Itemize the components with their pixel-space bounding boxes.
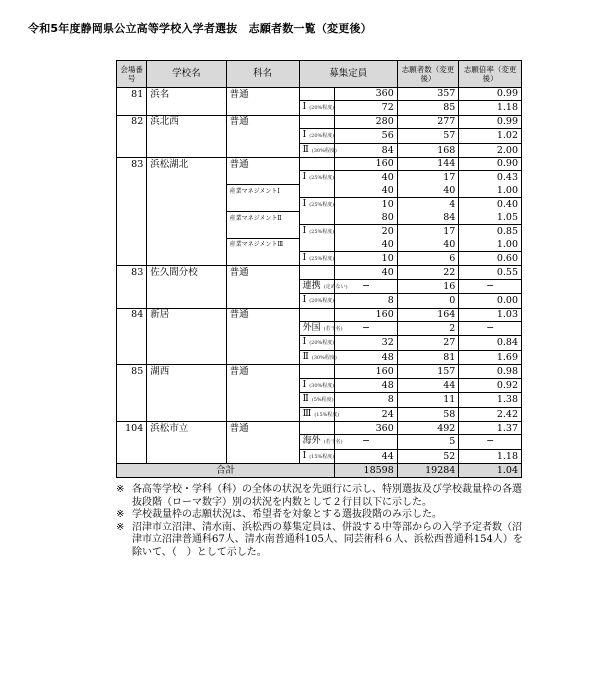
footnote [116, 522, 526, 560]
ratio-cell: ─ [459, 279, 522, 294]
applicants-cell: 40 [397, 185, 459, 198]
venue-cell [117, 321, 147, 336]
venue-cell [117, 224, 147, 238]
stage-label: Ⅱ [302, 394, 309, 405]
stage-ratio-note: (若干名) [323, 439, 343, 446]
venue-cell [117, 143, 147, 158]
stage-cell [299, 422, 334, 435]
applicants-cell: 17 [397, 171, 459, 185]
school-cell [147, 101, 226, 116]
stage-label: Ⅰ [302, 102, 307, 113]
stage-cell [299, 143, 337, 158]
applicants-table [116, 60, 522, 478]
stage-cell [299, 308, 334, 321]
stage-cell [299, 198, 334, 212]
applicants-cell: 277 [397, 115, 459, 128]
school-cell [147, 279, 226, 294]
applicants-cell: 492 [397, 422, 459, 435]
stage-ratio-note: (30%程度) [309, 382, 335, 389]
table-row [117, 407, 522, 422]
stage-ratio-note: (定めない) [323, 283, 348, 290]
stage-ratio-note: (30%程度) [311, 354, 337, 361]
quota-cell: 280 [335, 115, 398, 128]
school-cell [147, 198, 226, 212]
course-cell [226, 435, 299, 450]
school-cell [147, 393, 226, 408]
stage-cell [299, 185, 334, 198]
total-quota: 18598 [335, 464, 398, 477]
ratio-cell: 0.55 [459, 266, 522, 279]
ratio-cell: 1.37 [459, 422, 522, 435]
stage-label: Ⅰ [302, 337, 307, 348]
table-row [117, 321, 522, 336]
quota-cell: 84 [335, 143, 398, 158]
school-cell [147, 251, 226, 266]
table-row [117, 308, 522, 321]
quota-cell: 24 [335, 407, 398, 422]
stage-ratio-note: (20%程度) [309, 133, 335, 140]
course-cell: 普通 [226, 158, 299, 171]
school-cell: 浜松市立 [147, 422, 226, 435]
venue-cell [117, 185, 147, 198]
table-row [117, 101, 522, 116]
quota-cell: ─ [335, 321, 398, 336]
quota-cell: 160 [335, 158, 398, 171]
quota-cell: 40 [335, 185, 398, 198]
table-row [117, 171, 522, 185]
school-cell [147, 350, 226, 365]
school-cell [147, 294, 226, 309]
applicants-cell: 11 [397, 393, 459, 408]
table-row [117, 279, 522, 294]
course-cell [226, 294, 299, 309]
course-cell [226, 378, 299, 393]
stage-cell [299, 393, 334, 408]
table-row [117, 224, 522, 238]
applicants-cell: 5 [397, 435, 459, 450]
stage-cell [299, 435, 343, 450]
quota-cell: 360 [335, 422, 398, 435]
course-cell: 産業マネジメントⅢ [226, 238, 299, 251]
school-cell [147, 238, 226, 251]
course-cell [226, 279, 299, 294]
school-cell [147, 407, 226, 422]
table-row [117, 88, 522, 101]
ratio-cell: 1.00 [459, 238, 522, 251]
venue-cell: 81 [117, 88, 147, 101]
course-cell: 産業マネジメントⅠ [226, 185, 299, 198]
stage-ratio-note: (15%程度) [314, 411, 340, 418]
ratio-cell: 1.38 [459, 393, 522, 408]
course-cell [226, 198, 299, 212]
stage-label: Ⅱ [302, 351, 309, 362]
course-cell [226, 321, 299, 336]
table-row [117, 238, 522, 251]
table-row [117, 422, 522, 435]
table-row [117, 143, 522, 158]
quota-cell: 48 [335, 350, 398, 365]
page-title: 令和5年度静岡県公立高等学校入学者選抜 志願者数一覧（変更後） [28, 22, 372, 35]
course-cell: 普通 [226, 308, 299, 321]
school-cell [147, 449, 226, 464]
stage-cell [299, 238, 334, 251]
quota-cell: 360 [335, 88, 398, 101]
ratio-cell: 0.99 [459, 115, 522, 128]
applicants-cell: 85 [397, 101, 459, 116]
venue-cell: 85 [117, 365, 147, 378]
ratio-cell: 0.43 [459, 171, 522, 185]
ratio-cell: 2.00 [459, 143, 522, 158]
quota-cell: 20 [335, 224, 398, 238]
ratio-cell: 0.99 [459, 88, 522, 101]
table-row [117, 185, 522, 198]
school-cell [147, 143, 226, 158]
stage-ratio-note: (30%程度) [311, 147, 337, 154]
quota-cell: ─ [335, 279, 398, 294]
applicants-cell: 27 [397, 336, 459, 351]
footnote [116, 484, 526, 509]
course-cell: 普通 [226, 115, 299, 128]
quota-cell: 48 [335, 378, 398, 393]
stage-ratio-note: (若干名) [323, 325, 343, 332]
quota-cell: 40 [335, 238, 398, 251]
header-applicants: 志願者数（変更後） [397, 61, 459, 88]
stage-ratio-note: (25%程度) [309, 228, 335, 235]
ratio-cell: 1.05 [459, 212, 522, 225]
venue-cell [117, 238, 147, 251]
applicants-cell: 4 [397, 198, 459, 212]
table-row [117, 393, 522, 408]
school-cell: 新居 [147, 308, 226, 321]
header-venue: 会場番号 [117, 61, 147, 88]
stage-label: 海外 [302, 436, 321, 447]
course-cell [226, 449, 299, 464]
venue-cell [117, 171, 147, 185]
applicants-cell: 22 [397, 266, 459, 279]
school-cell [147, 185, 226, 198]
ratio-cell: 1.69 [459, 350, 522, 365]
course-cell: 普通 [226, 266, 299, 279]
ratio-cell: 1.02 [459, 129, 522, 144]
ratio-cell: 0.40 [459, 198, 522, 212]
quota-cell: 8 [335, 294, 398, 309]
applicants-cell: 6 [397, 251, 459, 266]
stage-cell [299, 224, 334, 238]
table-row [117, 449, 522, 464]
ratio-cell: ─ [459, 435, 522, 450]
quota-cell: 56 [335, 129, 398, 144]
table-header [117, 61, 522, 88]
course-cell [226, 393, 299, 408]
ratio-cell: 0.00 [459, 294, 522, 309]
school-cell [147, 212, 226, 225]
stage-cell [299, 336, 334, 351]
applicants-cell: 40 [397, 238, 459, 251]
stage-cell [299, 378, 334, 393]
school-cell: 浜名 [147, 88, 226, 101]
course-cell [226, 407, 299, 422]
quota-cell: 32 [335, 336, 398, 351]
header-ratio: 志願倍率（変更後） [459, 61, 522, 88]
stage-ratio-note: (25%程度) [309, 202, 335, 209]
stage-label: 連携 [302, 280, 321, 291]
applicants-cell: 357 [397, 88, 459, 101]
applicants-cell: 17 [397, 224, 459, 238]
footnote [116, 509, 526, 522]
footnote-text: 学校裁量枠の志願状況は、希望者を対象とする選抜段階のみ示した。 [132, 509, 442, 520]
stage-label: Ⅰ [302, 295, 307, 306]
stage-label: Ⅰ [302, 130, 307, 141]
quota-cell: 80 [335, 212, 398, 225]
school-cell [147, 435, 226, 450]
applicants-cell: 2 [397, 321, 459, 336]
course-cell [226, 336, 299, 351]
course-cell [226, 350, 299, 365]
table-row [117, 378, 522, 393]
stage-label: Ⅰ [302, 379, 307, 390]
stage-cell [299, 115, 334, 128]
applicants-cell: 144 [397, 158, 459, 171]
table-row [117, 336, 522, 351]
venue-cell [117, 407, 147, 422]
venue-cell [117, 129, 147, 144]
school-cell [147, 129, 226, 144]
ratio-cell: 0.84 [459, 336, 522, 351]
table-row [117, 212, 522, 225]
stage-ratio-note: (5%程度) [311, 397, 334, 404]
school-cell: 浜松湖北 [147, 158, 226, 171]
ratio-cell: 1.18 [459, 449, 522, 464]
venue-cell [117, 378, 147, 393]
table-row [117, 266, 522, 279]
stage-cell [299, 88, 334, 101]
applicants-cell: 0 [397, 294, 459, 309]
stage-label: 外国 [302, 322, 321, 333]
table-row [117, 350, 522, 365]
table-row [117, 435, 522, 450]
ratio-cell: 2.42 [459, 407, 522, 422]
ratio-cell: 1.03 [459, 308, 522, 321]
header-quota: 募集定員 [299, 61, 397, 88]
quota-cell: ─ [335, 435, 398, 450]
venue-cell [117, 279, 147, 294]
stage-cell [299, 129, 334, 144]
quota-cell: 10 [335, 198, 398, 212]
ratio-cell: 0.98 [459, 365, 522, 378]
venue-cell [117, 336, 147, 351]
course-cell [226, 101, 299, 116]
stage-ratio-note: (20%程度) [309, 105, 335, 112]
venue-cell: 83 [117, 158, 147, 171]
venue-cell: 83 [117, 266, 147, 279]
venue-cell [117, 350, 147, 365]
table-row [117, 158, 522, 171]
venue-cell [117, 294, 147, 309]
stage-ratio-note: (15%程度) [309, 453, 335, 460]
venue-cell [117, 251, 147, 266]
school-cell [147, 171, 226, 185]
stage-cell [299, 321, 343, 336]
stage-cell [299, 350, 337, 365]
stage-cell [299, 101, 334, 116]
ratio-cell: 0.90 [459, 158, 522, 171]
venue-cell [117, 101, 147, 116]
venue-cell [117, 212, 147, 225]
total-ratio: 1.04 [459, 464, 522, 477]
total-label: 合計 [117, 464, 335, 477]
applicants-cell: 164 [397, 308, 459, 321]
stage-label: Ⅰ [302, 172, 307, 183]
stage-cell [299, 171, 334, 185]
footnote-mark: ※ [116, 484, 125, 495]
quota-cell: 44 [335, 449, 398, 464]
quota-cell: 40 [335, 171, 398, 185]
header-school: 学校名 [147, 61, 226, 88]
stage-cell [299, 279, 348, 294]
footnotes [116, 484, 526, 559]
table-row [117, 365, 522, 378]
total-applicants: 19284 [397, 464, 459, 477]
quota-cell: 10 [335, 251, 398, 266]
applicants-cell: 16 [397, 279, 459, 294]
ratio-cell: 0.92 [459, 378, 522, 393]
course-cell [226, 171, 299, 185]
quota-cell: 160 [335, 365, 398, 378]
venue-cell [117, 449, 147, 464]
school-cell [147, 321, 226, 336]
applicants-cell: 52 [397, 449, 459, 464]
stage-ratio-note: (20%程度) [309, 298, 335, 305]
stage-label: Ⅰ [302, 225, 307, 236]
ratio-cell: 0.60 [459, 251, 522, 266]
ratio-cell: 0.85 [459, 224, 522, 238]
stage-ratio-note: (25%程度) [309, 255, 335, 262]
venue-cell [117, 435, 147, 450]
course-cell [226, 251, 299, 266]
applicants-cell: 84 [397, 212, 459, 225]
stage-label: Ⅱ [302, 144, 309, 155]
stage-cell [299, 158, 334, 171]
course-cell: 産業マネジメントⅡ [226, 212, 299, 225]
stage-label: Ⅰ [302, 252, 307, 263]
course-cell: 普通 [226, 422, 299, 435]
course-cell: 普通 [226, 365, 299, 378]
ratio-cell: 1.18 [459, 101, 522, 116]
table-row [117, 115, 522, 128]
header-course: 科名 [226, 61, 299, 88]
quota-cell: 40 [335, 266, 398, 279]
footnote-mark: ※ [116, 521, 125, 533]
applicants-cell: 57 [397, 129, 459, 144]
venue-cell: 82 [117, 115, 147, 128]
course-cell [226, 129, 299, 144]
stage-cell [299, 407, 340, 422]
course-cell [226, 143, 299, 158]
table-row [117, 294, 522, 309]
applicants-cell: 81 [397, 350, 459, 365]
footnote-mark: ※ [116, 509, 125, 520]
stage-cell [299, 365, 334, 378]
applicants-cell: 157 [397, 365, 459, 378]
school-cell [147, 224, 226, 238]
venue-cell [117, 393, 147, 408]
table-row [117, 129, 522, 144]
venue-cell: 104 [117, 422, 147, 435]
stage-cell [299, 294, 334, 309]
quota-cell: 160 [335, 308, 398, 321]
table-row [117, 198, 522, 212]
applicants-cell: 44 [397, 378, 459, 393]
footnote-text: 沼津市立沼津、清水南、浜松西の募集定員は、併設する中等部からの入学予定者数（沼津市立沼津普通科67人、清水南普通科105人、同芸術科６人、浜松西普通科154人）を除いて、（ ）として示した。 [132, 521, 523, 558]
footnote-text: 各高等学校・学科（科）の全体の状況を先頭行に示し、特別選抜及び学校裁量枠の各選抜段階（ローマ数字）別の状況を内数として２行目以下に示した。 [132, 484, 522, 508]
ratio-cell: ─ [459, 321, 522, 336]
school-cell [147, 336, 226, 351]
stage-ratio-note: (25%程度) [309, 175, 335, 182]
total-row [117, 464, 522, 477]
quota-cell: 72 [335, 101, 398, 116]
venue-cell: 84 [117, 308, 147, 321]
school-cell: 湖西 [147, 365, 226, 378]
stage-label: Ⅰ [302, 450, 307, 461]
quota-cell: 8 [335, 393, 398, 408]
course-cell [226, 224, 299, 238]
stage-ratio-note: (20%程度) [309, 340, 335, 347]
ratio-cell: 1.00 [459, 185, 522, 198]
table-row [117, 251, 522, 266]
stage-cell [299, 251, 334, 266]
stage-cell [299, 212, 334, 225]
course-cell: 普通 [226, 88, 299, 101]
stage-label: Ⅰ [302, 199, 307, 210]
stage-cell [299, 266, 334, 279]
school-cell: 佐久間分校 [147, 266, 226, 279]
applicants-cell: 58 [397, 407, 459, 422]
venue-cell [117, 198, 147, 212]
stage-label: Ⅲ [302, 408, 312, 419]
school-cell [147, 378, 226, 393]
school-cell: 浜北西 [147, 115, 226, 128]
stage-cell [299, 449, 334, 464]
applicants-cell: 168 [397, 143, 459, 158]
